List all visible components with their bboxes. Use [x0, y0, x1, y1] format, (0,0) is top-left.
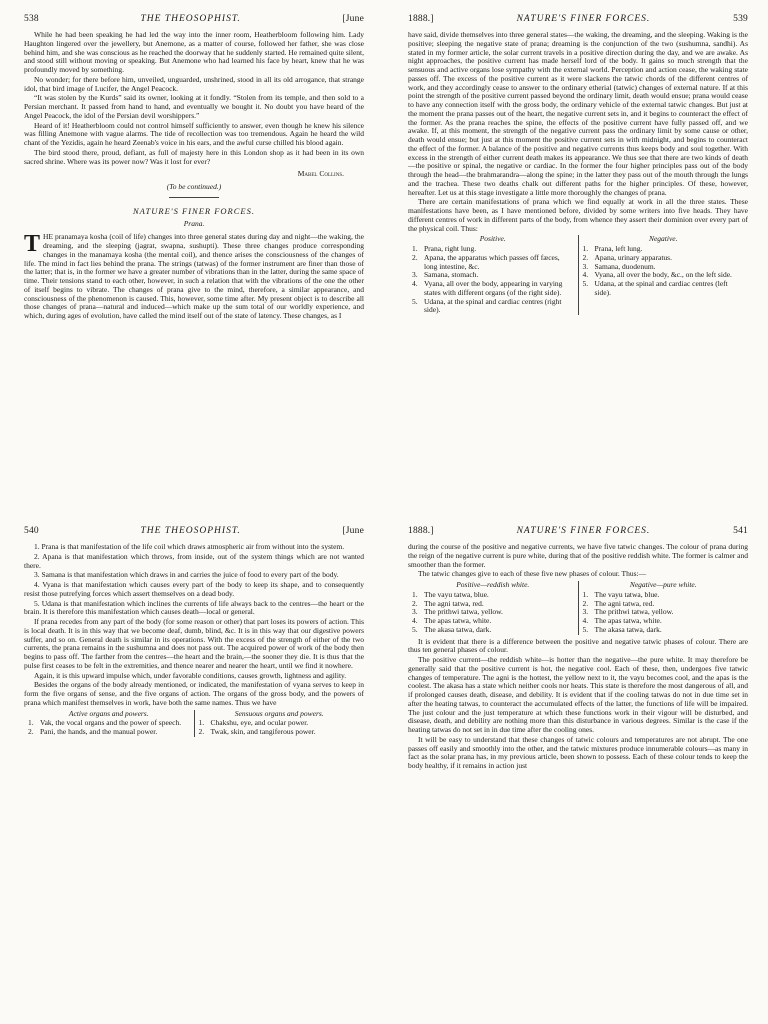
paragraph: Heard of it! Heatherbloom could not control himself sufficiently to answer, even though he knew his silence was filling Anemone with vague alarms. The tide of recollection was too tremendous. Again he heard the wild chant of the Yezidis, again he heard Zeenab's voice in his ears, and the awful curse chilled his blood again.	[24, 120, 364, 147]
item-number: 4.	[582, 616, 589, 625]
item-text: Twak, skin, and tangiferous power.	[210, 727, 316, 736]
column-heading: Negative.	[648, 234, 678, 244]
item-text: Prana, left lung.	[594, 244, 643, 253]
item-number: 2.	[412, 252, 418, 262]
article-title: NATURE'S FINER FORCES.	[133, 206, 255, 217]
article-text	[24, 543, 364, 708]
page-540	[0, 512, 384, 1024]
item-number: 5.	[582, 279, 589, 288]
item-number: 2.	[198, 727, 205, 736]
item-text: Samana, duodenum.	[594, 261, 656, 271]
item-text: The vayu tatwa, blue.	[594, 589, 660, 599]
article-subtitle: Prana.	[183, 219, 205, 229]
item-number: 4.	[412, 616, 418, 625]
item-number: 3.	[582, 607, 589, 617]
story-text	[24, 31, 364, 166]
running-head	[408, 526, 748, 536]
paragraph: have said, divide themselves into three general states—the waking, the dreaming, and the sleeping. Waking is the positive; sleeping the negative state of prana; dreaming is the conjunction of the two (sushumna, sandhi). As stated in my former article, the solar current travels in a positive direction during the day, and we are awake. As night approaches, the positive current has made herself lord of the body. It gains so much strength that the sensuous and active organs lose sympathy with the external world. Perception and action cease, the waking state passes off. The excess of the positive current as it were slackens the tatwic chords of the different centres of work, and they accordingly cease to answer to the ordinary etherial (tatwic) changes of external nature. If at this point the strength of the positive current passed beyond the ordinary limit, death would ensue; prana would cease to have any connection itself with the gross body, the ordinary vehicle of the external tatwic changes. But just at the moment the prana passes out of the heart, the negative current sets in, and it begins to counteract the effect of the former. As the prana reaches the spine, the effects of the positive current have fully passed off, and we awake. If, at this moment, the strength of the negative current pass the ordinary limit by some cause or other, death would ensue; but just at this moment the positive current sets in with midnight, and begins to counteract the effect of the former. A balance of the positive and negative currents thus keeps body and soul together. With excess in the strength of either current death makes its appearance. We thus see that there are two kinds of death—the positive or spinal, the negative or cardiac. In the former the four higher principles pass out of the body through the head—the brahmarandra—along the spine; in the latter they pass out of the mouth through the lungs and the trachea. These two deaths chalk out different paths for the higher principles. Of these, however, hereafter. Let us at this stage investigate a little more thoroughly the changes of prana.	[408, 30, 748, 197]
item-number: 2.	[582, 252, 589, 262]
paragraph: The tatwic changes give to each of these five new phases of colour. Thus:—	[418, 569, 647, 579]
item-number: 2.	[412, 598, 418, 608]
paragraph	[24, 233, 364, 321]
drop-cap: T	[24, 231, 41, 258]
continued-note: (To be continued.)	[166, 182, 222, 192]
list-item	[412, 280, 574, 298]
item-number: 3.	[412, 270, 418, 280]
item-number: 3.	[412, 607, 418, 617]
running-head	[408, 14, 748, 24]
positive-column	[408, 581, 578, 635]
item-text: Apana, the apparatus which passes off fæces, long intestine, &c.	[424, 252, 560, 271]
running-month: [June	[342, 526, 364, 536]
paragraph: There are certain manifestations of prana which we find equally at work in all the three states. These manifestations have been, as I have mentioned before, divided by some writers into five heads. They have different centres of work in different parts of the body, from whence they assert their dominion over every part of the physical coil. Thus:	[408, 197, 748, 233]
page-number: 541	[733, 526, 748, 536]
item-text: The agni tatwa, red.	[594, 598, 655, 608]
running-month: [June	[342, 14, 364, 24]
running-title: THE THEOSOPHIST.	[140, 14, 241, 24]
paragraph: It is evident that there is a difference between the positive and negative tatwic phases of colour. There are thus ten general phases of colour.	[408, 636, 748, 655]
item-number: 1.	[582, 244, 589, 253]
running-year: 1888.]	[408, 526, 434, 536]
column-heading: Positive.	[479, 234, 506, 244]
item-text: Apana, urinary apparatus.	[594, 252, 672, 262]
page-number: 540	[24, 526, 39, 536]
list-item	[28, 728, 190, 737]
running-title: NATURE'S FINER FORCES.	[516, 526, 651, 536]
item-number: 4.	[412, 279, 418, 288]
item-number: 1.	[28, 718, 34, 728]
list-item	[583, 626, 745, 635]
organs-table	[24, 710, 364, 737]
item-text: The akasa tatwa, dark.	[424, 624, 492, 634]
paragraph-text: HE pranamaya kosha (coil of life) changes into three general states during day and night—the waking, the dreaming, and the sleeping (jagrat, swapna, sushupti). These three changes produce corresponding changes in the manamaya kosha (the mental coil), and thence arises the consciousness of the changes of life. The mind in fact lies behind the prana. The strings (tatwas) of the former instrument are finer than those of the latter; that is, in the former we have a greater number of vibrations than in the latter, during the same space of time. Their tensions stand to each other, however, in such a relation that with the vibrations of the one the other of itself begins to vibrate. The changes of prana give to the mind, therefore, a similar appearance, and consciousness of the phenomenon is caused. This, however, some time after. My present object is to describe all those changes of prana—natural and induced—which make up the sum total of our worldly experience, and which, during ages of evolution, have called the mind itself out of the state of latency. These changes, as I	[24, 232, 364, 320]
paragraph: If prana recedes from any part of the body (for some reason or other) that part loses its powers of action. This is local death. It is in this way that we become deaf, dumb, blind, &c. It is in this way that our digestive powers suffer, and so on. General death is similar in its operations. With the excess of the strength of either of the two currents, the prana remains in the sushumna and does not pass out. The acquired power of work of the body then begins to pass off. The farther from the centres—the heart and the brain,—the sooner they die. It is thus that the pulse first ceases to be felt in the extremities, and thence nearer and nearer the heart, until we find it nowhere.	[24, 617, 364, 670]
colour-table	[408, 581, 748, 635]
paragraph: 5. Udana is that manifestation which inclines the currents of life always back to the centres—the heart or the brain. It is therefore this manifestation which causes death—local or general.	[24, 598, 364, 617]
author-signature: Mabel Collins.	[297, 169, 344, 179]
item-text: Prana, right lung.	[424, 244, 477, 253]
page-number: 538	[24, 14, 39, 24]
active-organs-column	[24, 710, 194, 737]
paragraph: It will be easy to understand that these changes of tatwic colours and temperatures are not abrupt. The one passes off easily and smoothly into the other, and the tatwic mixtures produce innumerable colours—as many in fact as the solar prana has, in my previous article, been shown to possess. Each of these colour tends to keep the body healthy, if it remains in action just	[408, 734, 748, 770]
running-head	[24, 526, 364, 536]
negative-column	[578, 581, 749, 635]
item-text: The apas tatwa, white.	[424, 616, 492, 625]
item-text: The prithwi tatwa, yellow.	[594, 607, 674, 617]
negative-column	[578, 235, 749, 315]
item-text: Vak, the vocal organs and the power of speech.	[40, 718, 182, 728]
item-text: Udana, at the spinal and cardiac centres (right side).	[424, 296, 562, 315]
article-text	[408, 31, 748, 233]
list-item	[412, 626, 574, 635]
column-heading: Sensuous organs and powers.	[234, 708, 324, 718]
paragraph: “It was stolen by the Kurds” said its owner, looking at it fondly. “Stolen from its temple, and then sold to a Persian merchant. It passed from hand to hand, and eventually we bought it. No doubt you have heard of the Angel Peacock, the idol of the Persian devil worshippers.”	[24, 93, 364, 120]
article-text	[408, 543, 748, 579]
running-title: THE THEOSOPHIST.	[140, 526, 241, 536]
paragraph: during the course of the positive and negative currents, we have five tatwic changes. The colour of prana during the reign of the negative current is pure white, during that of the positive reddish white. The former is calmer and smoother than the former.	[408, 542, 748, 569]
paragraph: The positive current—the reddish white—is hotter than the negative—the pure white. It may therefore be generally said that the positive current is hot, the negative cool. Each of these, then, undergoes five tatwic changes of temperature. The agni is the hottest, the yellow next to it, the vayu becomes cool, and the apas is the coolest. The akasa has a state which neither cools nor heats. This state is therefore the most dangerous of all, and if prolonged causes death, disease, and debility. It is evident that if the cooling tatwas do not in due time set in after the heating tatwas, to counteract the accumulated effects of the latter, the functions of life will be impaired. The just colour and the just temperature at which these functions work in their vigour will be disturbed, and disease, death, and debility are nothing more than this disturbance in various degrees. Similar is the case if the heating tatwas do not set in in due time after the cooling ones.	[408, 655, 748, 734]
item-number: 1.	[198, 718, 205, 728]
article-text	[24, 233, 364, 321]
list-item	[583, 280, 745, 298]
item-text: Vyana, all over the body, appearing in varying states with different organs (of the right side).	[424, 279, 563, 297]
item-text: Samana, stomach.	[424, 270, 479, 280]
list-item	[412, 254, 574, 272]
column-heading: Negative—pure white.	[629, 580, 697, 589]
positive-column	[408, 235, 578, 315]
list-item	[412, 298, 574, 316]
running-title: NATURE'S FINER FORCES.	[516, 14, 651, 24]
paragraph: While he had been speaking he had led the way into the inner room, Heatherbloom following him. Lady Haughton lingered over the jewellery, but Anemone, as a matter of course, followed her father, she was close behind him, and she was conscious as he reached the doorway that he suddenly started. He remained quite silent, and stood still without moving or speaking. But Anemone who had learned his face by heart, knew that he was profoundly moved by something.	[24, 30, 364, 74]
item-text: The vayu tatwa, blue.	[424, 589, 489, 599]
paragraph: 4. Vyana is that manifestation which causes every part of the body to keep its shape, and to consequently resist those putrefying forces which assert themselves on a dead body.	[24, 580, 364, 598]
article-text-continued	[408, 638, 748, 771]
item-text: The agni tatwa, red.	[424, 598, 484, 608]
item-text: Udana, at the spinal and cardiac centres (left side).	[594, 279, 728, 297]
page-539	[384, 0, 768, 512]
item-number: 4.	[582, 270, 589, 280]
paragraph: 1. Prana is that manifestation of the life coil which draws atmospheric air from without into the system.	[34, 542, 345, 551]
paragraph: No wonder; for there before him, unveiled, unguarded, unshrined, stood in all its old arrogance, that strange idol, that bird image of Lucifer, the Angel Peacock.	[24, 74, 364, 93]
paragraph: Again, it is this upward impulse which, under favorable conditions, causes growth, lightness and agility.	[34, 670, 347, 680]
item-number: 5.	[412, 296, 418, 306]
item-text: The akasa tatwa, dark.	[594, 624, 662, 634]
item-number: 5.	[582, 624, 589, 634]
running-head	[24, 14, 364, 24]
item-number: 2.	[582, 598, 589, 608]
sensuous-organs-column	[194, 710, 365, 737]
item-number: 5.	[412, 624, 418, 634]
item-number: 1.	[412, 244, 418, 253]
paragraph: Besides the organs of the body already mentioned, or indicated, the manifestation of vyana serves to keep in form the five organs of sense, and the five organs of action. The organs of the gross body, and the powers of prana which manifest themselves in work, have both the same names. Thus we have	[24, 680, 364, 707]
item-text: The prithwi tatwa, yellow.	[424, 607, 503, 617]
item-text: Chakshu, eye, and ocular power.	[210, 718, 309, 728]
item-text: Pani, the hands, and the manual power.	[40, 727, 158, 736]
item-number: 3.	[582, 261, 589, 271]
column-heading: Active organs and powers.	[68, 708, 149, 718]
item-number: 1.	[412, 589, 418, 599]
column-heading: Positive—reddish white.	[456, 580, 530, 589]
item-text: Vyana, all over the body, &c., on the left side.	[594, 270, 732, 280]
section-divider	[169, 197, 219, 198]
running-year: 1888.]	[408, 14, 434, 24]
page-541	[384, 512, 768, 1024]
item-number: 2.	[28, 727, 34, 736]
paragraph: The bird stood there, proud, defiant, as full of majesty here in this London shop as it had been in its own sacred shrine. Where was its power now? Was it lost for ever?	[24, 147, 364, 166]
paragraph: 3. Samana is that manifestation which draws in and carries the juice of food to every part of the body.	[34, 570, 339, 580]
prana-table	[408, 235, 748, 315]
page-538	[0, 0, 384, 512]
paragraph: 2. Apana is that manifestation which throws, from inside, out of the system things which are not wanted there.	[24, 551, 364, 570]
list-item	[199, 728, 361, 737]
page-number: 539	[733, 14, 748, 24]
item-number: 1.	[582, 589, 589, 599]
item-text: The apas tatwa, white.	[594, 616, 662, 625]
